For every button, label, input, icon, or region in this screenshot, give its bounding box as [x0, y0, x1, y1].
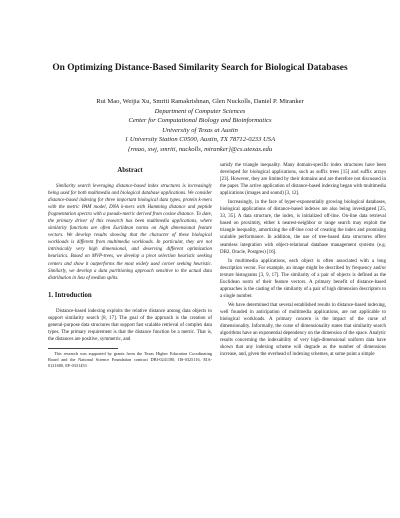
paper-title: On Optimizing Distance-Based Similarity Search for Biological Databases — [52, 63, 348, 73]
body-paragraph-3: In multimedia applications, each object is often associated with a long description vector. For example, an image might be described by frequency and/or texture histograms [3, 9, 17]. The similarity of a pair of objects is defined as the Euclidean norm of their feature vectors. A primary benefit of distance-based approaches is the casting of the similarity of a pair of high dimension descriptors to a single number. — [220, 258, 386, 299]
author-university: University of Texas at Austin — [162, 126, 238, 134]
left-column — [48, 166, 212, 369]
intro-paragraph-1: Distance-based indexing exploits the relative distance among data objects to support similarity search [8, 17]. The goal of the approach is the creation of general-purpose data structures that support fast scalable retrieval of complex data types. The primary requirement is that the distance function be a metric. That is, the distances are positive, symmetric, and — [48, 308, 212, 342]
author-address: 1 University Station C0500, Austin, TX 78712-0233 USA — [124, 136, 276, 144]
abstract-text: Similarity search leveraging distance-based index structures is increasingly being used for both multimedia and biological database applications. We consider distance-based indexing for three important biological data types, protein k-mers with the metric PAM model, DNA k-mers with Hamming distance and peptide fragmentation spectra with a pseudo-metric derived from cosine distance. To date, the primary driver of this research has been multimedia applications, where similarity functions are often Euclidean norms on high dimensional feature vectors. We develop results showing that the character of these biological workloads is different from multimedia workloads. In particular, they are not intrinsically very high dimensional, and deserving different optimization heuristics. Based on MVP-trees, we develop a pivot selection heuristic seeking centers and show it outperforms the most widely used corner seeking heuristic. Similarly, we develop a data partitioning approach sensitive to the actual data distribution in lieu of median splits. — [48, 184, 212, 281]
body-paragraph-4: We have determined that several established results in distance-based indexing, well founded in anticipation of multimedia applications, are not applicable to biological workloads. A primary concern is the impact of the curse of dimensionality. Informally, the curse of dimensionality states that similarity search algorithms have an exponential dependency on the dimension of the space. Analytic results concerning the indexability of very high-dimensional uniform data have shown that any indexing scheme will degrade as the number of dimensions increase, and, given the overhead of indexing schemes, at some point a simple — [220, 302, 386, 358]
right-column — [220, 162, 386, 358]
author-names: Rui Mao, Weijia Xu, Smriti Ramakrishnan, Glen Nuckolls, Daniel P. Miranker — [96, 98, 304, 105]
abstract-heading: Abstract — [117, 167, 143, 174]
author-center: Center for Computational Biology and Bioinformatics — [128, 117, 272, 125]
section-heading-introduction: 1. Introduction — [48, 291, 92, 299]
footnote-divider — [48, 348, 118, 349]
body-paragraph-2: Increasingly, in the face of hyper-exponentially growing biological databases, biological applications of distance-based indexes are also being investigated [25, 33, 35]. A data structure, the index, is initialized off-line. On-line data retrieval based on proximity, either k nearest-neighbor or range search may exploit the triangle inequality, amortizing the off-line cost of creating the index and promising scalable performance. In addition, the use of tree-based data structures offers seamless integration with object-relational database management systems (e.g. DB2, Oracle, Postgres) [16]. — [220, 200, 386, 255]
author-department: Department of Computer Sciences — [154, 107, 246, 115]
author-block — [20, 97, 380, 155]
funding-footnote: This research was supported by grants from the Texas Higher Education Coordinating Board and the National Science Foundation contract DBI-0241180, IIS-0325116, EIA-0121680, EF-0331453 — [48, 350, 212, 368]
author-emails: {rmao, xwj, smriti, nuckolls, miranker}@cs.utexas.edu — [127, 145, 273, 153]
body-paragraph-1: satisfy the triangle inequality. Many domain-specific index structures have been developed for biological applications, such as suffix trees [15] and suffix arrays [23]. However, they are limited by their domains and are therefore not discussed in the paper. The active application of distance-based indexing began with multimedia applications (images and sound) [3, 12]. — [220, 163, 386, 197]
